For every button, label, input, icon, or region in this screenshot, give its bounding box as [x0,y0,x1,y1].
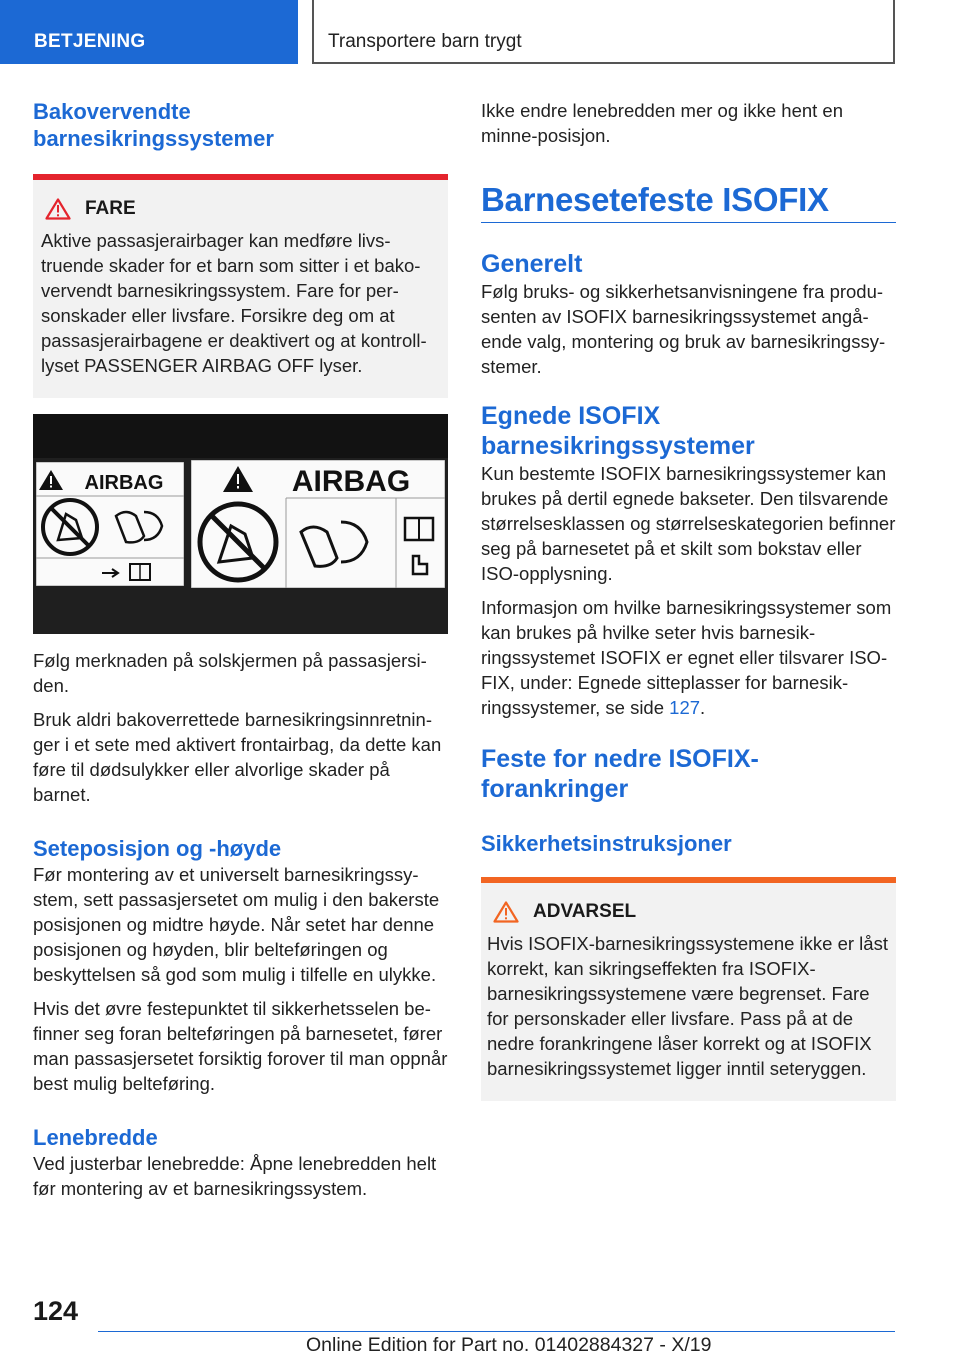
paragraph-info-end: . [700,697,706,718]
paragraph-backrest-memory: Ikke endre lenebredden mer og ikke hent en minne-posisjon. [481,100,844,146]
paragraph-suitable-isofix: Kun bestemte ISOFIX barnesikringssystemer kan brukes på dertil egnede bakseter. Den tilsvarende størrelsesklassen og størrelseskategorien befinner seg på barnesetet på et skilt som bokstav eller ISO-opplysning. [481,463,896,584]
airbag-label-small [36,462,184,586]
left-column [33,98,448,1210]
title-isofix: Barnesetefeste ISOFIX [481,181,829,218]
airbag-word-large: AIRBAG [291,465,411,498]
heading-general: Generelt [481,250,583,278]
warning-box [481,877,896,1101]
heading-lower-anchors: Feste for nedre ISOFIX-forankringer [481,745,759,803]
warning-triangle-icon [45,198,71,220]
airbag-word-small: AIRBAG [84,472,164,494]
warning-triangle-icon [493,901,519,923]
right-column [481,98,896,1101]
heading-backrest-width: Lenebredde [33,1125,158,1150]
danger-box [33,174,448,398]
airbag-label-large [191,460,445,588]
page-number: 124 [33,1296,79,1326]
paragraph-general: Følg bruks- og sikkerhetsanvisningene fra produsenten av ISOFIX barnesikringssystemet angående valg, montering og bruk av barnesikringssystemer. [481,281,886,377]
heading-safety-instructions: Sikkerhetsinstruksjoner [481,831,732,856]
header-section-tab: BETJENING [0,0,298,64]
paragraph-sunvisor-note: Følg merknaden på solskjermen på passasjersiden. [33,650,427,696]
paragraph-backrest-width: Ved justerbar lenebredde: Åpne lenebredden helt før montering av et barnesikringssystem. [33,1153,437,1199]
page-link-127[interactable]: 127 [669,697,701,718]
paragraph-upper-anchor: Hvis det øvre festepunktet til sikkerhetsselen befinner seg foran belteføringen på barnesetet, fører man passasjersetet forsiktig forover til man oppnår best mulig belteføring. [33,998,448,1094]
title-rule [481,222,896,223]
paragraph-info-link [481,595,896,720]
danger-title: FARE [85,198,136,219]
paragraph-seat-position: Før montering av et universelt barnesikringssystem, sett passasjersetet om mulig i den bakerste posisjonen og midtre høyde. Når setet har denne posisjonen og høyden, blir belteføringen og beskyttelsen så god som mulig i tilfelle en ulykke. [33,864,440,985]
heading-suitable-isofix: Egnede ISOFIX barnesikringssystemer [481,402,755,460]
warning-text: Hvis ISOFIX-barnesikringssystemene ikke er låst korrekt, kan sikringseffekten fra ISOFIX-barnesikringssystemene være begrenset. Fare for personskader eller livsfare. Pass på at de nedre forankringene låser korrekt og at ISOFIX barnesikringssystemet ligger inntil seteryggen. [487,933,888,1079]
paragraph-never-rear-facing: Bruk aldri bakoverrettede barnesikringsinnretninger i et sete med aktivert frontairbag, da dette kan føre til dødsulykker eller alvorlige skader på barnet. [33,709,442,805]
airbag-label-picture [33,414,448,634]
warning-title: ADVARSEL [533,901,637,922]
footer-edition: Online Edition for Part no. 01402884327 - X/19 [306,1334,712,1356]
paragraph-info-text: Informasjon om hvilke barnesikringssystemer som kan brukes på hvilke seter hvis barnesikringssystemet ISOFIX er egnet eller tilsvarer ISOFIX, under: Egnede sitteplasser for barnesikringssystemer, se side [481,597,892,718]
heading-seat-position: Seteposisjon og -høyde [33,836,282,861]
danger-title-row [45,198,440,220]
warning-title-row [493,901,890,923]
header-chapter-title: Transportere barn trygt [312,0,895,64]
footer-rule [98,1331,895,1332]
heading-rear-facing: Bakovervendte barnesikringssystemer [33,99,274,151]
danger-text: Aktive passasjerairbager kan medføre livstruende skader for et barn som sitter i et bakovervendt barnesikringssystem. Fare for personskader eller livsfare. Forsikre deg om at passasjerairbagene er deaktivert og at kontrolllyset PASSENGER AIRBAG OFF lyser. [41,230,427,376]
